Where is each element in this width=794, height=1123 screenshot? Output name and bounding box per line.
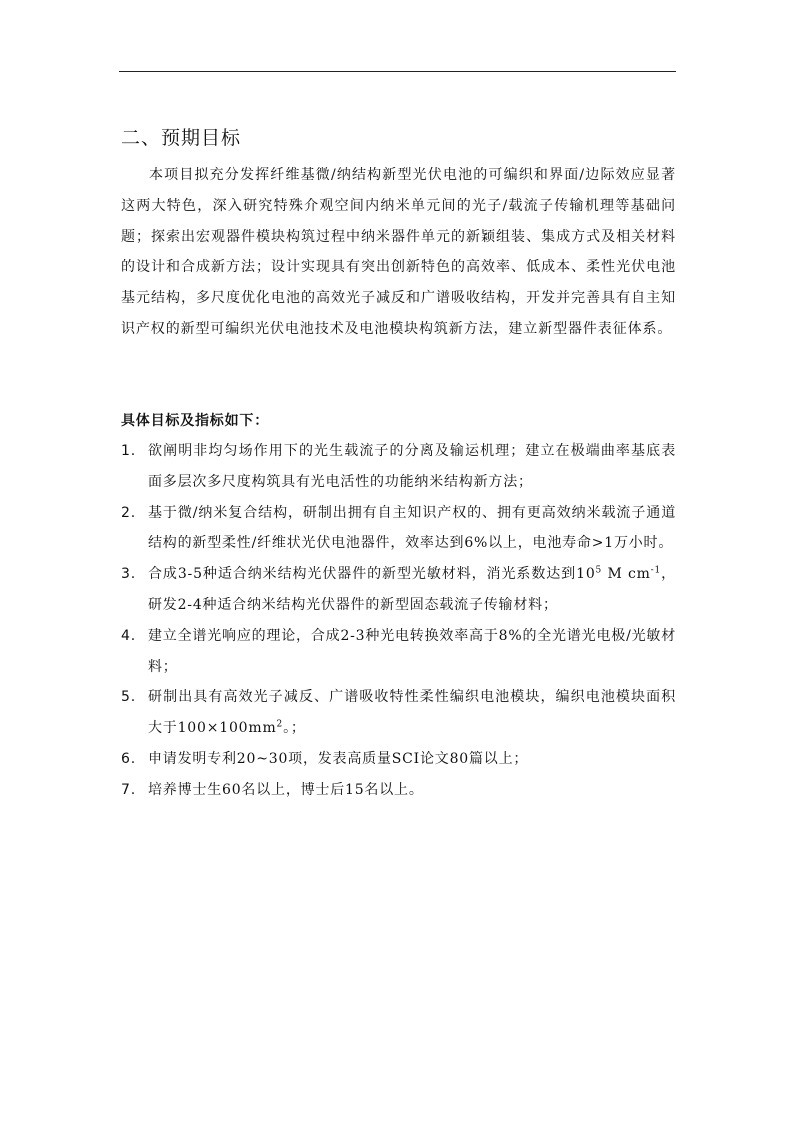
goal-text-part: 研制出具有高效光子减反、广谱吸收特性柔性编织电池模块，编织电池模块面积大于100×100mm <box>148 689 676 737</box>
goal-item-5 <box>121 682 676 744</box>
goals-list <box>121 436 676 806</box>
intro-paragraph: 本项目拟充分发挥纤维基微/纳结构新型光伏电池的可编织和界面/边际效应显著这两大特色，深入研究特殊介观空间内纳米单元间的光子/载流子传输机理等基础问题；探索出宏观器件模块构筑过程中纳米器件单元的新颖组装、集成方式及相关材料的设计和合成新方法；设计实现具有突出创新特色的高效率、低成本、柔性光伏电池基元结构，多尺度优化电池的高效光子减反和广谱吸收结构，开发并完善具有自主知识产权的新型可编织光伏电池技术及电池模块构筑新方法，建立新型器件表征体系。 <box>121 167 676 337</box>
superscript: 5 <box>595 565 603 576</box>
goal-number: 1. <box>121 443 136 459</box>
goal-item-6 <box>121 744 676 775</box>
goal-text-part: 。； <box>283 720 306 737</box>
goal-text: 建立全谱光响应的理论，合成2-3种光电转换效率高于8%的全光谱光电极/光敏材料； <box>148 627 676 675</box>
goal-number: 4. <box>121 627 136 644</box>
goal-number: 3. <box>121 566 136 583</box>
goal-item-7 <box>121 775 676 806</box>
goal-number: 6. <box>121 750 136 767</box>
goals-heading: 具体目标及指标如下： <box>121 413 269 429</box>
goal-text: 基于微/纳米复合结构，研制出拥有自主知识产权的、拥有更高效纳米载流子通道结构的新型柔性/纤维状光伏电池器件，效率达到6%以上，电池寿命>1万小时。 <box>148 504 676 552</box>
goal-text: 欲阐明非均匀场作用下的光生载流子的分离及输运机理；建立在极端曲率基底表面多层次多尺度构筑具有光电活性的功能纳米结构新方法； <box>148 443 676 490</box>
goal-number: 5. <box>121 689 136 706</box>
goal-number: 2. <box>121 504 136 521</box>
goal-number: 7. <box>121 781 136 798</box>
goal-item-1 <box>121 436 676 498</box>
goal-text-part: 合成3-5种适合纳米结构光伏器件的新型光敏材料，消光系数达到10 <box>148 566 596 583</box>
goal-item-4 <box>121 621 676 683</box>
header-rule <box>119 71 676 72</box>
goal-text: 培养博士生60名以上，博士后15名以上。 <box>148 781 424 798</box>
goal-text <box>148 682 676 744</box>
goal-item-2 <box>121 498 676 560</box>
goal-text <box>148 559 676 621</box>
goal-item-3 <box>121 559 676 621</box>
goal-text-part: M cm <box>602 566 651 583</box>
section-title: 二、预期目标 <box>121 127 242 149</box>
superscript: 2 <box>276 719 284 730</box>
goal-text: 申请发明专利20~30项，发表高质量SCI论文80篇以上； <box>148 750 529 767</box>
goal-text-part: ，研发2-4种适合纳米结构光伏器件的新型固态载流子传输材料； <box>148 566 676 613</box>
superscript: -1 <box>650 565 662 576</box>
